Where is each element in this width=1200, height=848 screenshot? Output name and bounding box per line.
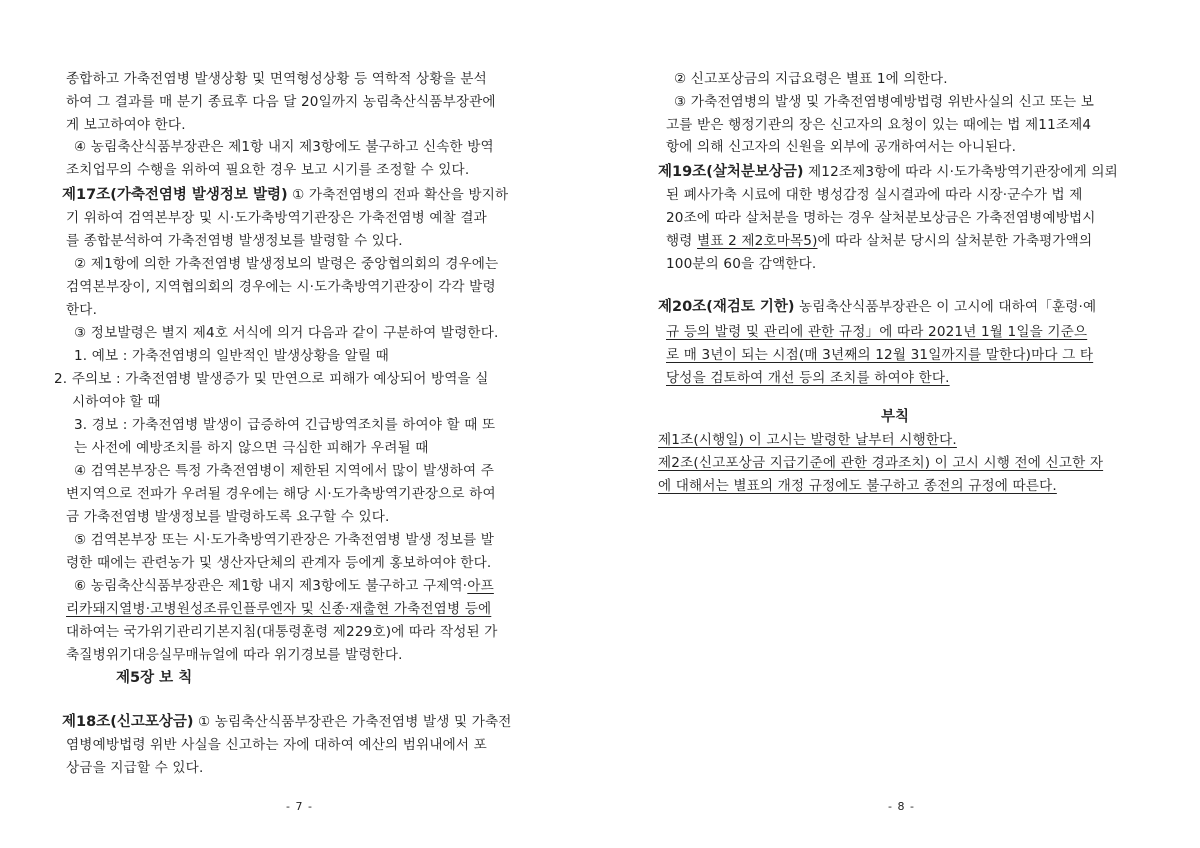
text-line: ⑤ 검역본부장 또는 시·도가축방역기관장은 가축전염병 발생 정보를 발: [74, 532, 494, 548]
article-17: [62, 184, 508, 206]
text-segment: 행령: [666, 233, 698, 249]
text-line: 제2조(신고포상금 지급기준에 관한 경과조치) 이 고시 시행 전에 신고한 자: [658, 455, 1104, 471]
text-segment: 제12조제3항에 따라 시·도가축방역기관장에게 의뢰: [807, 164, 1118, 180]
text-segment: ① 가축전염병의 전파 확산을 방지하: [292, 187, 509, 203]
text-line: 종합하고 가축전염병 발생상황 및 면역형성상황 등 역학적 상황을 분석: [66, 71, 487, 87]
text-line: ③ 정보발령은 별지 제4호 서식에 의거 다음과 같이 구분하여 발령한다.: [74, 325, 499, 341]
text-line: ② 신고포상금의 지급요령은 별표 1에 의한다.: [674, 71, 948, 87]
text-line: 검역본부장이, 지역협의회의 경우에는 시·도가축방역기관장이 각각 발령: [66, 279, 496, 295]
text-line: 를 종합분석하여 가축전염병 발생정보를 발령할 수 있다.: [66, 233, 403, 249]
text-line: 시하여야 할 때: [72, 394, 161, 410]
addendum-heading: 부칙: [881, 409, 910, 425]
chapter-heading: 제5장 보 칙: [116, 670, 193, 686]
text-line: 규 등의 발령 및 관리에 관한 규정」에 따라 2021년 1월 1일을 기준으: [666, 324, 1088, 340]
text-line: 에 대해서는 별표의 개정 규정에도 불구하고 종전의 규정에 따른다.: [658, 478, 1057, 494]
text-segment-underlined: 별표 2 제2호마목5): [697, 233, 818, 249]
text-line: 된 폐사가축 시료에 대한 병성감정 실시결과에 따라 시장·군수가 법 제: [666, 187, 1083, 203]
text-line: 대하여는 국가위기관리기본지침(대통령훈령 제229호)에 따라 작성된 가: [66, 624, 498, 640]
text-line: 령한 때에는 관련농가 및 생산자단체의 관계자 등에게 홍보하여야 한다.: [66, 555, 492, 571]
text-line: 항에 의해 신고자의 신원을 외부에 공개하여서는 아니된다.: [666, 139, 1017, 155]
article-19: [658, 161, 1118, 183]
text-line: 로 매 3년이 되는 시점(매 3년째의 12월 31일까지를 말한다)마다 그 타: [666, 347, 1094, 363]
list-item: 3. 경보 : 가축전염병 발생이 급증하여 긴급방역조치를 하여야 할 때 또: [74, 417, 496, 433]
article-title: 제20조(재검토 기한): [658, 299, 795, 315]
article-title: 제18조(신고포상금): [62, 714, 194, 730]
text-line: 축질병위기대응실무매뉴얼에 따라 위기경보를 발령한다.: [66, 647, 403, 663]
text-line: 염병예방법령 위반 사실을 신고하는 자에 대하여 예산의 범위내에서 포: [66, 737, 487, 753]
text-segment: 에 따라 살처분 당시의 살처분한 가축평가액의: [817, 233, 1093, 249]
text-segment: ⑥ 농림축산식품부장관은 제1항 내지 제3항에도 불구하고 구제역·: [74, 578, 468, 594]
text-line: 변지역으로 전파가 우려될 경우에는 해당 시·도가축방역기관장으로 하여: [66, 486, 496, 502]
text-line: [666, 230, 1092, 252]
text-line: ④ 농림축산식품부장관은 제1항 내지 제3항에도 불구하고 신속한 방역: [74, 139, 494, 155]
page-number: - 8 -: [888, 800, 915, 813]
text-line: 금 가축전염병 발생정보를 발령하도록 요구할 수 있다.: [66, 509, 390, 525]
page-8: [600, 0, 1200, 848]
text-segment: ① 농림축산식품부장관은 가축전염병 발생 및 가축전: [197, 714, 512, 730]
text-line: 100분의 60을 감액한다.: [666, 256, 817, 272]
text-line: 는 사전에 예방조치를 하지 않으면 극심한 피해가 우려될 때: [74, 440, 429, 456]
article-title: 제17조(가축전염병 발생정보 발령): [62, 187, 288, 203]
text-line: ② 제1항에 의한 가축전염병 발생정보의 발령은 중앙협의회의 경우에는: [74, 256, 499, 272]
list-item: 1. 예보 : 가축전염병의 일반적인 발생상황을 알릴 때: [74, 348, 389, 364]
list-item: 2. 주의보 : 가축전염병 발생증가 및 만연으로 피해가 예상되어 방역을 실: [54, 371, 489, 387]
article-title: 제19조(살처분보상금): [658, 164, 804, 180]
text-segment-underlined: 아프: [467, 578, 494, 594]
text-line: 당성을 검토하여 개선 등의 조치를 하여야 한다.: [666, 370, 950, 386]
text-line: ④ 검역본부장은 특정 가축전염병이 제한된 지역에서 많이 발생하여 주: [74, 463, 494, 479]
text-line: 상금을 지급할 수 있다.: [66, 760, 204, 776]
text-segment: 농림축산식품부장관은 이 고시에 대하여「훈령·예: [799, 299, 1097, 315]
text-line: 리카돼지열병·고병원성조류인플루엔자 및 신종·재출현 가축전염병 등에: [66, 601, 492, 617]
article-18: [62, 711, 512, 733]
text-line: 20조에 따라 살처분을 명하는 경우 살처분보상금은 가축전염병예방법시: [666, 210, 1096, 226]
text-line: 게 보고하여야 한다.: [66, 117, 186, 133]
text-line: [74, 575, 494, 597]
text-line: 한다.: [66, 302, 98, 318]
text-line: ③ 가축전염병의 발생 및 가축전염병예방법령 위반사실의 신고 또는 보: [674, 94, 1094, 110]
page-number: - 7 -: [286, 800, 313, 813]
text-line: 기 위하여 검역본부장 및 시·도가축방역기관장은 가축전염병 예찰 결과: [66, 210, 487, 226]
article-20: [658, 296, 1096, 318]
text-line: 조치업무의 수행을 위하여 필요한 경우 보고 시기를 조정할 수 있다.: [66, 162, 470, 178]
text-line: 하여 그 결과를 매 분기 종료후 다음 달 20일까지 농림축산식품부장관에: [66, 94, 496, 110]
text-line: 고를 받은 행정기관의 장은 신고자의 요청이 있는 때에는 법 제11조제4: [666, 117, 1092, 133]
text-line: 제1조(시행일) 이 고시는 발령한 날부터 시행한다.: [658, 432, 957, 448]
